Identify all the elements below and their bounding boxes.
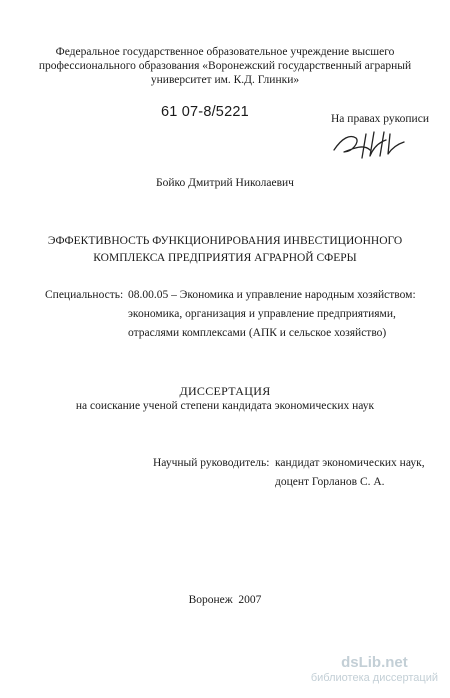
watermark-subtitle: библиотека диссертаций (310, 672, 438, 684)
place-year: Воронеж 2007 (188, 594, 262, 606)
document-type: ДИССЕРТАЦИЯ (179, 384, 271, 398)
rights-note: На правах рукописи (331, 113, 429, 125)
degree-line: на соискание ученой степени кандидата экономических наук (75, 400, 375, 412)
supervisor-name: доцент Горланов С. А. (275, 476, 385, 488)
signature-image (330, 128, 406, 160)
watermark (311, 654, 438, 684)
thesis-title-line-1: ЭФФЕКТИВНОСТЬ ФУНКЦИОНИРОВАНИЯ ИНВЕСТИЦИОННОГО (47, 235, 403, 247)
specialty-line-1: 08.00.05 – Экономика и управление народным хозяйством: (128, 289, 416, 301)
institution-line-1: Федеральное государственное образовательное учреждение высшего (55, 46, 395, 58)
thesis-title-line-2: КОМПЛЕКСА ПРЕДПРИЯТИЯ АГРАРНОЙ СФЕРЫ (93, 252, 357, 264)
supervisor-label: Научный руководитель: (153, 457, 270, 469)
institution-line-2: профессионального образования «Воронежский государственный аграрный (38, 60, 412, 72)
specialty-line-3: отраслями комплексами (АПК и сельское хозяйство) (128, 327, 387, 339)
specialty-line-2: экономика, организация и управление предприятиями, (128, 308, 396, 320)
author-name: Бойко Дмитрий Николаевич (156, 177, 294, 189)
supervisor-degree: кандидат экономических наук, (275, 457, 425, 469)
watermark-logo: dsLib.net (341, 654, 408, 671)
registry-number-stamp: 61 07-8/5221 (161, 104, 249, 120)
institution-line-3: университет им. К.Д. Глинки» (150, 74, 300, 86)
specialty-label: Специальность: (45, 289, 124, 301)
